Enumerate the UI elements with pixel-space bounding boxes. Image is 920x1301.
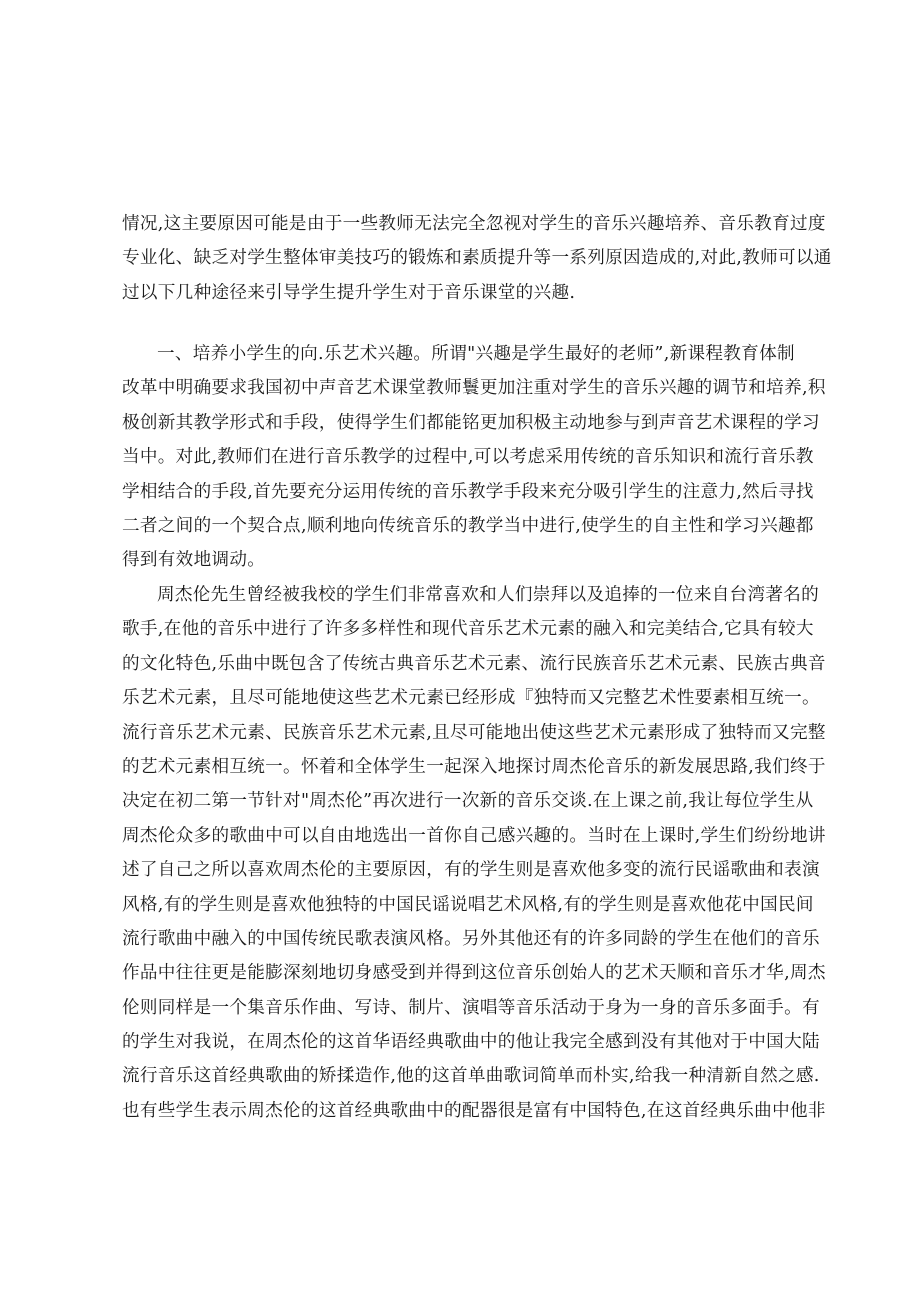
- paragraph-line: 流行音乐这首经典歌曲的矫揉造作,他的这首单曲歌词简单而朴实,给我一种清新自然之感.: [122, 1066, 820, 1087]
- paragraph-line: 决定在初二第一节针对"周杰伦”再次进行一次新的音乐交谈.在上课之前,我让每位学生从: [122, 791, 814, 812]
- paragraph-line: 歌手,在他的音乐中进行了许多多样性和现代音乐艺术元素的融入和完美结合,它具有较大: [122, 619, 814, 640]
- paragraph-line: 风格,有的学生则是喜欢他独特的中国民谣说唱艺术风格,有的学生则是喜欢他花中国民间: [122, 894, 814, 915]
- paragraph-line: 二者之间的一个契合点,顺利地向传统音乐的教学当中进行,使学生的自主性和学习兴趣都: [122, 515, 814, 536]
- paragraph-line: 流行歌曲中融入的中国传统民歌表演风格。另外其他还有的许多同龄的学生在他们的音乐: [122, 928, 820, 949]
- paragraph-line: 专业化、缺乏对学生整体审美技巧的锻炼和素质提升等一系列原因造成的,对此,教师可以通: [122, 248, 832, 269]
- paragraph-line: 得到有效地调动。: [122, 550, 266, 571]
- paragraph-line: 改革中明确要求我国初中声音艺术课堂教师鬟更加注重对学生的音乐兴趣的调节和培养,积: [122, 378, 826, 399]
- paragraph-3: [122, 578, 826, 1128]
- paragraph-line: 乐艺术元素，且尽可能地使这些艺术元素已经形成『独特而又完整艺术性要素相互统一。: [122, 688, 820, 709]
- paragraph-line: 周杰伦众多的歌曲中可以自由地选出一首你自己感兴趣的。当时在上课时,学生们纷纷地讲: [122, 825, 826, 846]
- paragraph-line: 周杰伦先生曾经被我校的学生们非常喜欢和人们崇拜以及追捧的一位来自台湾著名的: [157, 585, 820, 605]
- paragraph-line: 情况,这主要原因可能是由于一些教师无法完全忽视对学生的音乐兴趣培养、音乐教育过度: [122, 214, 826, 234]
- paragraph-line: 流行音乐艺术元素、民族音乐艺术元素,且尽可能地出使这些艺术元素形成了独特而又完整: [122, 722, 826, 743]
- paragraph-3-text: [122, 578, 826, 1128]
- paragraph-line: 述了自己之所以喜欢周杰伦的主要原因，有的学生则是喜欢他多变的流行民谣歌曲和表演: [122, 860, 820, 881]
- paragraph-line: 过以下几种途径来引导学生提升学生对于音乐课堂的兴趣.: [122, 282, 576, 303]
- paragraph-2-text: [122, 337, 826, 578]
- paragraph-line: 当中。对此,教师们在进行音乐教学的过程中,可以考虑采用传统的音乐知识和流行音乐教: [122, 447, 814, 468]
- paragraph-line: 的艺术元素相互统一。怀着和全体学生一起深入地探讨周杰伦音乐的新发展思路,我们终于: [122, 756, 826, 777]
- paragraph-line: 作品中往往更是能膨深刻地切身感受到并得到这位音乐创始人的艺术天顺和音乐才华,周杰: [122, 963, 826, 984]
- paragraph-line: 也有些学生表示周杰伦的这首经典歌曲中的配器很是富有中国特色,在这首经典乐曲中他非: [122, 1100, 826, 1121]
- paragraph-2: [122, 337, 826, 578]
- paragraph-1-text: [122, 207, 832, 310]
- paragraph-line: 一、培养小学生的向.乐艺术兴趣。所谓"兴趣是学生最好的老师”,新课程教育体制: [157, 344, 795, 364]
- paragraph-line: 极创新其教学形式和手段，使得学生们都能铭更加积极主动地参与到声音艺术课程的学习: [122, 412, 820, 433]
- paragraph-line: 的学生对我说，在周杰伦的这首华语经典歌曲中的他让我完全感到没有其他对于中国大陆: [122, 1032, 820, 1053]
- paragraph-1: [122, 207, 832, 310]
- paragraph-line: 的文化特色,乐曲中既包含了传统古典音乐艺术元素、流行民族音乐艺术元素、民族古典音: [122, 653, 826, 674]
- paragraph-line: 学相结合的手段,首先要充分运用传统的音乐教学手段来充分吸引学生的注意力,然后寻找: [122, 481, 814, 502]
- paragraph-line: 伦则同样是一个集音乐作曲、写诗、制片、演唱等音乐活动于身为一身的音乐多面手。有: [122, 997, 820, 1018]
